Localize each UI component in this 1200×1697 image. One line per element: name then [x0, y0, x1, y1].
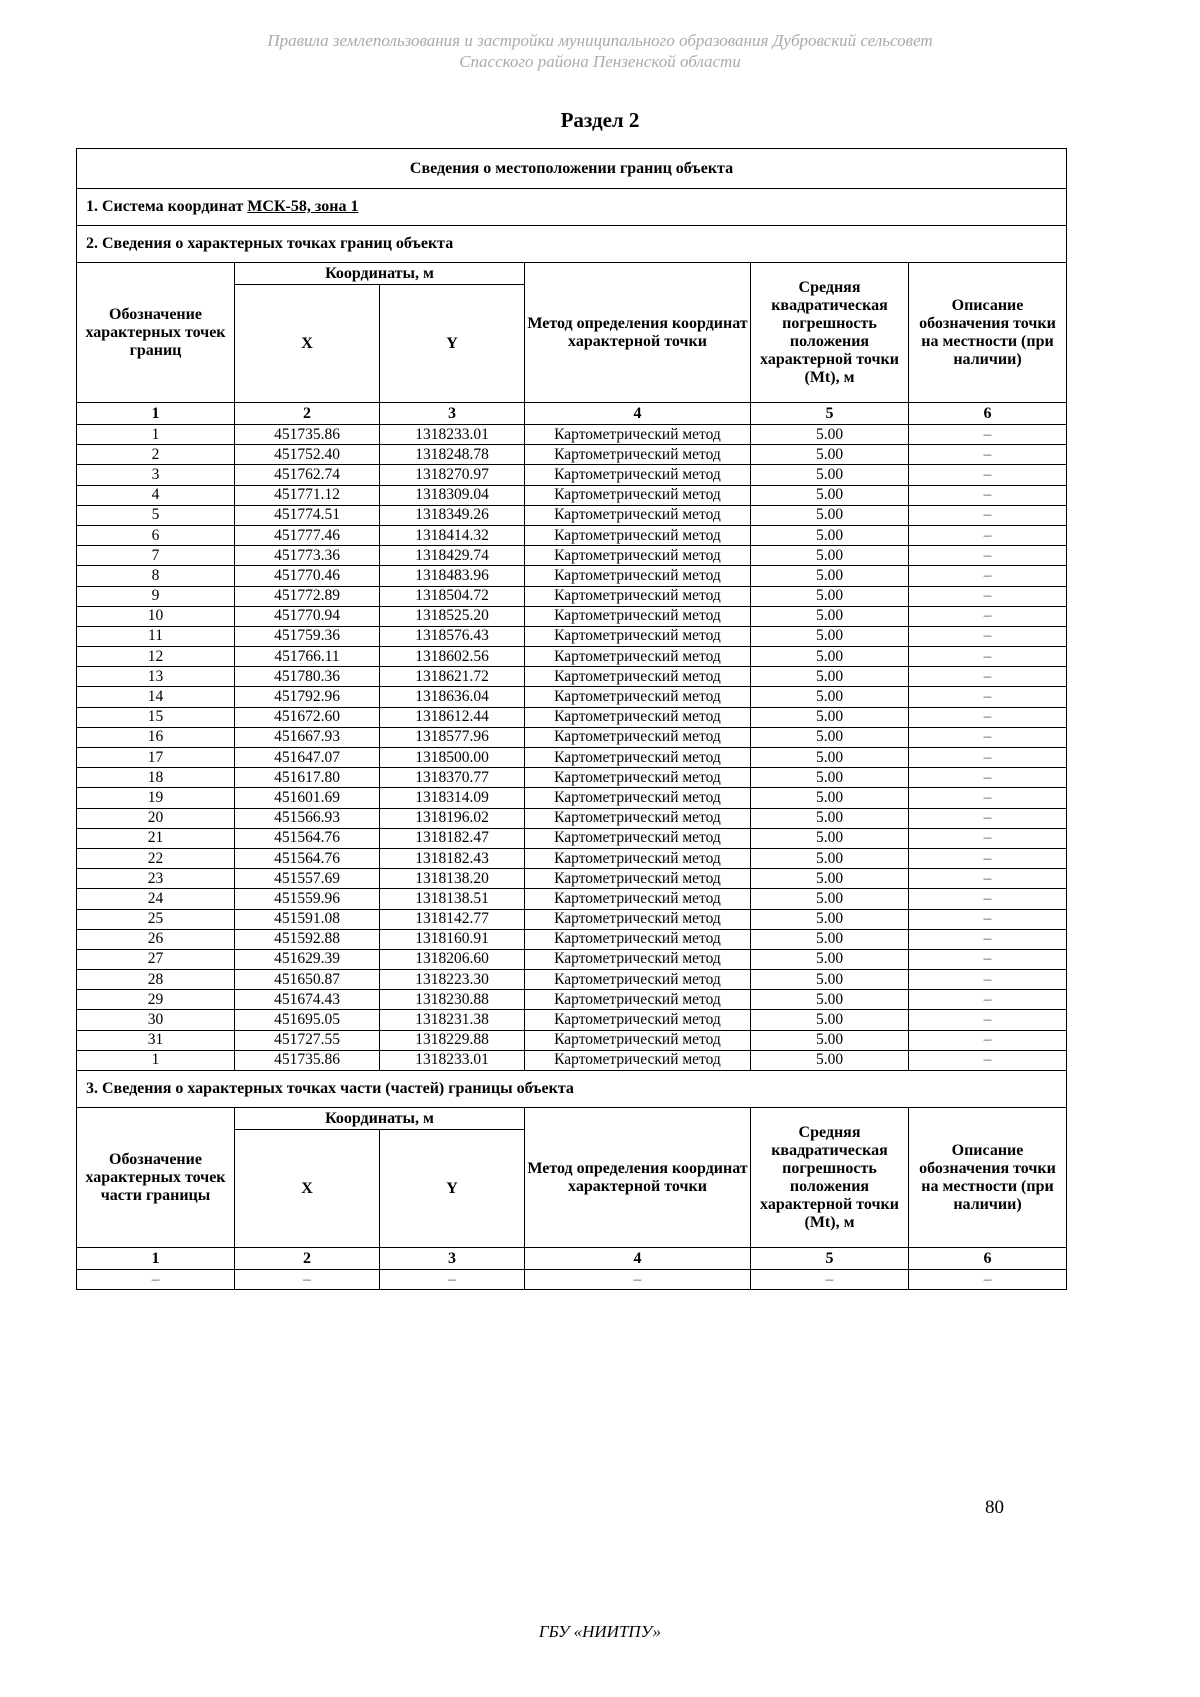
point-id: 1	[77, 425, 235, 445]
description-value: –	[909, 626, 1067, 646]
method-value: Картометрический метод	[525, 768, 751, 788]
y-value: 1318233.01	[380, 1050, 525, 1070]
method-value: Картометрический метод	[525, 1010, 751, 1030]
table-row	[77, 929, 1067, 949]
y-value: 1318138.20	[380, 869, 525, 889]
page-number: 80	[985, 1497, 1004, 1518]
y-value: 1318231.38	[380, 1010, 525, 1030]
point-id: 2	[77, 445, 235, 465]
error-value: 5.00	[751, 1050, 909, 1070]
point-id: 5	[77, 505, 235, 525]
table-row	[77, 727, 1067, 747]
x-value: 451771.12	[235, 485, 380, 505]
header-description: Описание обозначения точки на местности (при наличии)	[909, 263, 1067, 403]
x-value: 451727.55	[235, 1030, 380, 1050]
header-line-1: Правила землепользования и застройки муниципального образования Дубровский сельсовет	[267, 31, 933, 50]
point-id: 18	[77, 768, 235, 788]
point-id: 13	[77, 667, 235, 687]
column-number: 2	[235, 403, 380, 425]
error-value: 5.00	[751, 889, 909, 909]
empty-value: –	[380, 1270, 525, 1290]
error-value: 5.00	[751, 929, 909, 949]
table-row	[77, 788, 1067, 808]
x-value: 451629.39	[235, 949, 380, 969]
point-id: 12	[77, 647, 235, 667]
point-id: 11	[77, 626, 235, 646]
error-value: 5.00	[751, 909, 909, 929]
error-value: 5.00	[751, 566, 909, 586]
column-number-row	[77, 403, 1067, 425]
x-value: 451557.69	[235, 869, 380, 889]
error-value: 5.00	[751, 626, 909, 646]
method-value: Картометрический метод	[525, 949, 751, 969]
table-row	[77, 425, 1067, 445]
method-value: Картометрический метод	[525, 425, 751, 445]
y-value: 1318504.72	[380, 586, 525, 606]
point-id: 30	[77, 1010, 235, 1030]
point-id: 21	[77, 828, 235, 848]
point-id: 15	[77, 707, 235, 727]
table-row	[77, 546, 1067, 566]
header-x: X	[235, 1130, 380, 1248]
running-header	[0, 30, 1200, 72]
table-row	[77, 465, 1067, 485]
empty-value: –	[751, 1270, 909, 1290]
y-value: 1318525.20	[380, 606, 525, 626]
column-number: 2	[235, 1248, 380, 1270]
x-value: 451591.08	[235, 909, 380, 929]
header-method: Метод определения координат характерной точки	[525, 1108, 751, 1248]
y-value: 1318612.44	[380, 707, 525, 727]
y-value: 1318314.09	[380, 788, 525, 808]
point-id: 24	[77, 889, 235, 909]
y-value: 1318309.04	[380, 485, 525, 505]
table-row	[77, 1010, 1067, 1030]
error-value: 5.00	[751, 1030, 909, 1050]
point-id: 29	[77, 990, 235, 1010]
y-value: 1318233.01	[380, 425, 525, 445]
y-value: 1318370.77	[380, 768, 525, 788]
error-value: 5.00	[751, 647, 909, 667]
table-row	[77, 748, 1067, 768]
y-value: 1318138.51	[380, 889, 525, 909]
table-row	[77, 626, 1067, 646]
header-method: Метод определения координат характерной точки	[525, 263, 751, 403]
method-value: Картометрический метод	[525, 727, 751, 747]
y-value: 1318142.77	[380, 909, 525, 929]
method-value: Картометрический метод	[525, 869, 751, 889]
point-id: 4	[77, 485, 235, 505]
table-row	[77, 647, 1067, 667]
table-row	[77, 949, 1067, 969]
description-value: –	[909, 748, 1067, 768]
error-value: 5.00	[751, 687, 909, 707]
x-value: 451667.93	[235, 727, 380, 747]
y-value: 1318196.02	[380, 808, 525, 828]
method-value: Картометрический метод	[525, 626, 751, 646]
method-value: Картометрический метод	[525, 1030, 751, 1050]
method-value: Картометрический метод	[525, 808, 751, 828]
error-value: 5.00	[751, 828, 909, 848]
method-value: Картометрический метод	[525, 546, 751, 566]
y-value: 1318270.97	[380, 465, 525, 485]
description-value: –	[909, 970, 1067, 990]
part2-title: 2. Сведения о характерных точках границ объекта	[77, 226, 1067, 263]
x-value: 451735.86	[235, 1050, 380, 1070]
method-value: Картометрический метод	[525, 687, 751, 707]
description-value: –	[909, 990, 1067, 1010]
x-value: 451674.43	[235, 990, 380, 1010]
error-value: 5.00	[751, 485, 909, 505]
method-value: Картометрический метод	[525, 707, 751, 727]
error-value: 5.00	[751, 848, 909, 868]
point-id: 19	[77, 788, 235, 808]
method-value: Картометрический метод	[525, 485, 751, 505]
description-value: –	[909, 869, 1067, 889]
error-value: 5.00	[751, 707, 909, 727]
description-value: –	[909, 647, 1067, 667]
description-value: –	[909, 505, 1067, 525]
y-value: 1318230.88	[380, 990, 525, 1010]
point-id: 14	[77, 687, 235, 707]
y-value: 1318223.30	[380, 970, 525, 990]
description-value: –	[909, 929, 1067, 949]
x-value: 451650.87	[235, 970, 380, 990]
point-id: 9	[77, 586, 235, 606]
column-number: 6	[909, 1248, 1067, 1270]
description-value: –	[909, 848, 1067, 868]
description-value: –	[909, 808, 1067, 828]
point-id: 26	[77, 929, 235, 949]
point-id: 7	[77, 546, 235, 566]
method-value: Картометрический метод	[525, 566, 751, 586]
method-value: Картометрический метод	[525, 525, 751, 545]
point-id: 27	[77, 949, 235, 969]
header-description: Описание обозначения точки на местности (при наличии)	[909, 1108, 1067, 1248]
description-value: –	[909, 1050, 1067, 1070]
method-value: Картометрический метод	[525, 848, 751, 868]
boundary-table	[76, 148, 1067, 1290]
table-row	[77, 909, 1067, 929]
header-x: X	[235, 285, 380, 403]
method-value: Картометрический метод	[525, 606, 751, 626]
method-value: Картометрический метод	[525, 445, 751, 465]
y-value: 1318182.47	[380, 828, 525, 848]
description-value: –	[909, 525, 1067, 545]
table-row	[77, 707, 1067, 727]
x-value: 451766.11	[235, 647, 380, 667]
description-value: –	[909, 687, 1067, 707]
error-value: 5.00	[751, 788, 909, 808]
y-value: 1318576.43	[380, 626, 525, 646]
table-row	[77, 485, 1067, 505]
description-value: –	[909, 445, 1067, 465]
x-value: 451566.93	[235, 808, 380, 828]
point-id: 10	[77, 606, 235, 626]
empty-value: –	[525, 1270, 751, 1290]
table-title: Сведения о местоположении границ объекта	[77, 149, 1067, 189]
table-row	[77, 990, 1067, 1010]
description-value: –	[909, 606, 1067, 626]
table-row	[77, 828, 1067, 848]
column-number: 5	[751, 403, 909, 425]
table-row	[77, 848, 1067, 868]
footer: ГБУ «НИИТПУ»	[538, 1622, 662, 1641]
point-id: 6	[77, 525, 235, 545]
y-value: 1318160.91	[380, 929, 525, 949]
column-number: 1	[77, 1248, 235, 1270]
description-value: –	[909, 768, 1067, 788]
x-value: 451762.74	[235, 465, 380, 485]
y-value: 1318349.26	[380, 505, 525, 525]
point-id: 16	[77, 727, 235, 747]
description-value: –	[909, 485, 1067, 505]
column-number-row	[77, 1248, 1067, 1270]
x-value: 451774.51	[235, 505, 380, 525]
error-value: 5.00	[751, 748, 909, 768]
x-value: 451773.36	[235, 546, 380, 566]
column-number: 3	[380, 403, 525, 425]
y-value: 1318182.43	[380, 848, 525, 868]
column-number: 1	[77, 403, 235, 425]
x-value: 451564.76	[235, 828, 380, 848]
column-number: 6	[909, 403, 1067, 425]
method-value: Картометрический метод	[525, 505, 751, 525]
error-value: 5.00	[751, 808, 909, 828]
table-row	[77, 889, 1067, 909]
table-row	[77, 1030, 1067, 1050]
x-value: 451672.60	[235, 707, 380, 727]
header-coords: Координаты, м	[235, 263, 525, 285]
description-value: –	[909, 566, 1067, 586]
error-value: 5.00	[751, 586, 909, 606]
error-value: 5.00	[751, 727, 909, 747]
x-value: 451752.40	[235, 445, 380, 465]
description-value: –	[909, 425, 1067, 445]
error-value: 5.00	[751, 869, 909, 889]
table-row	[77, 505, 1067, 525]
table-row	[77, 1270, 1067, 1290]
header-y: Y	[380, 285, 525, 403]
y-value: 1318621.72	[380, 667, 525, 687]
header-line-2: Спасского района Пензенской области	[459, 52, 741, 71]
point-id: 3	[77, 465, 235, 485]
x-value: 451780.36	[235, 667, 380, 687]
table-row	[77, 445, 1067, 465]
x-value: 451772.89	[235, 586, 380, 606]
point-id: 22	[77, 848, 235, 868]
description-value: –	[909, 465, 1067, 485]
method-value: Картометрический метод	[525, 667, 751, 687]
x-value: 451592.88	[235, 929, 380, 949]
error-value: 5.00	[751, 525, 909, 545]
method-value: Картометрический метод	[525, 889, 751, 909]
y-value: 1318636.04	[380, 687, 525, 707]
column-number: 4	[525, 403, 751, 425]
point-id: 8	[77, 566, 235, 586]
y-value: 1318500.00	[380, 748, 525, 768]
x-value: 451770.94	[235, 606, 380, 626]
table-row	[77, 808, 1067, 828]
method-value: Картометрический метод	[525, 828, 751, 848]
method-value: Картометрический метод	[525, 970, 751, 990]
error-value: 5.00	[751, 546, 909, 566]
x-value: 451601.69	[235, 788, 380, 808]
section-title: Раздел 2	[560, 108, 640, 132]
error-value: 5.00	[751, 445, 909, 465]
empty-value: –	[77, 1270, 235, 1290]
error-value: 5.00	[751, 425, 909, 445]
coord-system-row	[77, 189, 1067, 226]
header-error: Средняя квадратическая погрешность положения характерной точки (Mt), м	[751, 1108, 909, 1248]
description-value: –	[909, 546, 1067, 566]
empty-value: –	[909, 1270, 1067, 1290]
x-value: 451770.46	[235, 566, 380, 586]
x-value: 451759.36	[235, 626, 380, 646]
header-designation: Обозначение характерных точек границ	[77, 263, 235, 403]
x-value: 451735.86	[235, 425, 380, 445]
table-row	[77, 606, 1067, 626]
y-value: 1318414.32	[380, 525, 525, 545]
table-row	[77, 687, 1067, 707]
method-value: Картометрический метод	[525, 909, 751, 929]
method-value: Картометрический метод	[525, 465, 751, 485]
point-id: 23	[77, 869, 235, 889]
description-value: –	[909, 949, 1067, 969]
x-value: 451792.96	[235, 687, 380, 707]
header-designation-part: Обозначение характерных точек части границы	[77, 1108, 235, 1248]
table-row	[77, 667, 1067, 687]
x-value: 451647.07	[235, 748, 380, 768]
description-value: –	[909, 828, 1067, 848]
description-value: –	[909, 909, 1067, 929]
point-id: 31	[77, 1030, 235, 1050]
y-value: 1318602.56	[380, 647, 525, 667]
y-value: 1318483.96	[380, 566, 525, 586]
description-value: –	[909, 889, 1067, 909]
y-value: 1318229.88	[380, 1030, 525, 1050]
method-value: Картометрический метод	[525, 788, 751, 808]
error-value: 5.00	[751, 970, 909, 990]
table-row	[77, 970, 1067, 990]
y-value: 1318206.60	[380, 949, 525, 969]
y-value: 1318429.74	[380, 546, 525, 566]
method-value: Картометрический метод	[525, 586, 751, 606]
empty-value: –	[235, 1270, 380, 1290]
table-row	[77, 1050, 1067, 1070]
y-value: 1318577.96	[380, 727, 525, 747]
column-number: 5	[751, 1248, 909, 1270]
error-value: 5.00	[751, 990, 909, 1010]
method-value: Картометрический метод	[525, 929, 751, 949]
method-value: Картометрический метод	[525, 748, 751, 768]
error-value: 5.00	[751, 768, 909, 788]
table-row	[77, 586, 1067, 606]
table-row	[77, 566, 1067, 586]
description-value: –	[909, 1010, 1067, 1030]
column-number: 3	[380, 1248, 525, 1270]
coord-system-value: МСК-58, зона 1	[247, 198, 359, 215]
x-value: 451695.05	[235, 1010, 380, 1030]
point-id: 20	[77, 808, 235, 828]
header-error: Средняя квадратическая погрешность положения характерной точки (Mt), м	[751, 263, 909, 403]
x-value: 451777.46	[235, 525, 380, 545]
error-value: 5.00	[751, 505, 909, 525]
header-y: Y	[380, 1130, 525, 1248]
table-row	[77, 869, 1067, 889]
table-row	[77, 525, 1067, 545]
description-value: –	[909, 1030, 1067, 1050]
header-coords: Координаты, м	[235, 1108, 525, 1130]
table-row	[77, 768, 1067, 788]
description-value: –	[909, 667, 1067, 687]
description-value: –	[909, 788, 1067, 808]
error-value: 5.00	[751, 1010, 909, 1030]
error-value: 5.00	[751, 667, 909, 687]
point-id: 1	[77, 1050, 235, 1070]
x-value: 451617.80	[235, 768, 380, 788]
point-id: 25	[77, 909, 235, 929]
description-value: –	[909, 586, 1067, 606]
method-value: Картометрический метод	[525, 647, 751, 667]
y-value: 1318248.78	[380, 445, 525, 465]
method-value: Картометрический метод	[525, 1050, 751, 1070]
error-value: 5.00	[751, 949, 909, 969]
x-value: 451564.76	[235, 848, 380, 868]
column-number: 4	[525, 1248, 751, 1270]
description-value: –	[909, 727, 1067, 747]
method-value: Картометрический метод	[525, 990, 751, 1010]
error-value: 5.00	[751, 606, 909, 626]
point-id: 17	[77, 748, 235, 768]
error-value: 5.00	[751, 465, 909, 485]
coord-system-label: 1. Система координат	[86, 198, 248, 215]
part3-title: 3. Сведения о характерных точках части (частей) границы объекта	[77, 1071, 1067, 1108]
point-id: 28	[77, 970, 235, 990]
description-value: –	[909, 707, 1067, 727]
x-value: 451559.96	[235, 889, 380, 909]
